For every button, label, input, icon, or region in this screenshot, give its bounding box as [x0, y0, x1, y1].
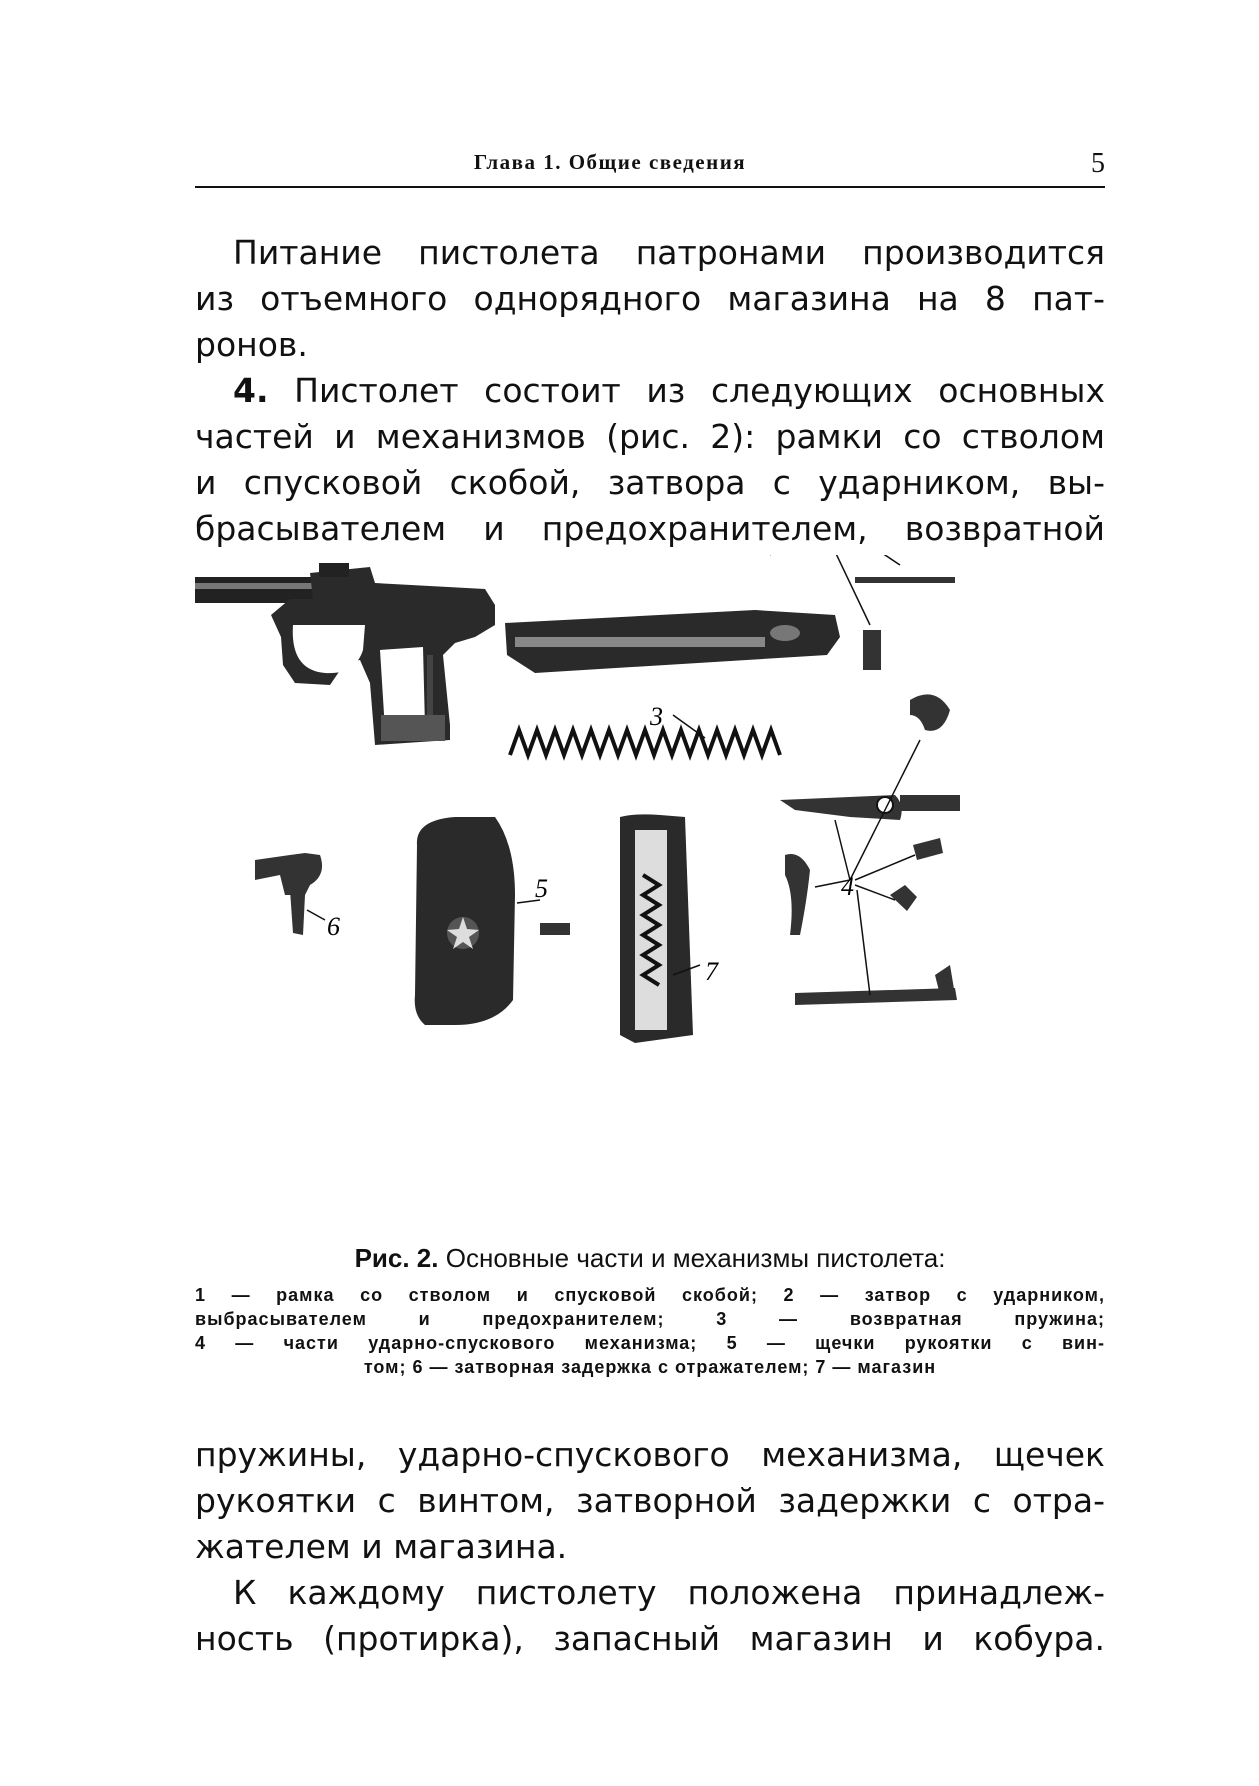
text-line: пружины, ударно-спускового механизма, щечек — [195, 1435, 1105, 1474]
header-rule — [195, 186, 1105, 188]
figure-label-6: 6 — [327, 912, 340, 941]
text-line: ность (протирка), запасный магазин и кобура. — [195, 1619, 1105, 1658]
text-line: брасывателем и предохранителем, возвратной — [195, 509, 1105, 548]
item-number: 4. — [233, 371, 269, 410]
figure-caption-label: Рис. 2. — [354, 1243, 439, 1273]
figure-legend — [195, 1283, 1105, 1379]
figure-caption-title — [195, 1243, 1105, 1274]
legend-line: 4 — части ударно-спускового механизма; 5 — щечки рукоятки с вин- — [195, 1333, 1105, 1353]
figure-label-3: 3 — [650, 702, 663, 731]
frame-with-barrel-part — [195, 563, 495, 745]
figure-label-4: 4 — [841, 872, 854, 901]
trigger-mechanism-parts — [780, 694, 960, 1005]
text-line: ронов. — [195, 325, 308, 364]
text-line: и спусковой скобой, затвора с ударником, вы- — [195, 463, 1105, 502]
text-line: частей и механизмов (рис. 2): рамки со стволом — [195, 417, 1105, 456]
paragraph-2 — [195, 368, 1105, 552]
chapter-title: Глава 1. Общие сведения — [473, 150, 747, 174]
figure-label-7: 7 — [705, 957, 718, 986]
pistol-parts-figure — [195, 555, 1105, 1240]
legend-line: выбрасывателем и предохранителем; 3 — возвратная пружина; — [195, 1309, 1105, 1329]
page-number: 5 — [1091, 148, 1105, 179]
slide-stop-part — [255, 853, 325, 935]
text-line: рукоятки с винтом, затворной задержки с отра- — [195, 1481, 1105, 1520]
text-fragment: Пистолет состоит из следующих основных — [294, 371, 1105, 410]
text-line: из отъемного однорядного магазина на 8 пат- — [195, 279, 1105, 318]
text-line: жателем и магазина. — [195, 1527, 568, 1566]
magazine-part — [620, 814, 700, 1043]
paragraph-3 — [195, 1432, 1105, 1570]
paragraph-1 — [195, 230, 1105, 368]
recoil-spring-part — [510, 715, 780, 755]
text-line: К каждому пистолету положена принадлеж- — [233, 1573, 1105, 1612]
legend-line: том; 6 — затворная задержка с отражателем; 7 — магазин — [363, 1357, 937, 1377]
legend-line: 1 — рамка со стволом и спусковой скобой; 2 — затвор с ударником, — [195, 1285, 1105, 1305]
text-line: Питание пистолета патронами производится — [233, 233, 1105, 272]
figure-label-5: 5 — [535, 874, 548, 903]
grip-panel-part — [415, 817, 570, 1025]
running-header — [195, 148, 1105, 188]
figure-caption-text: Основные части и механизмы пистолета: — [445, 1243, 946, 1273]
text-line — [195, 368, 1105, 414]
paragraph-4 — [195, 1570, 1105, 1662]
slide-part — [505, 555, 955, 673]
